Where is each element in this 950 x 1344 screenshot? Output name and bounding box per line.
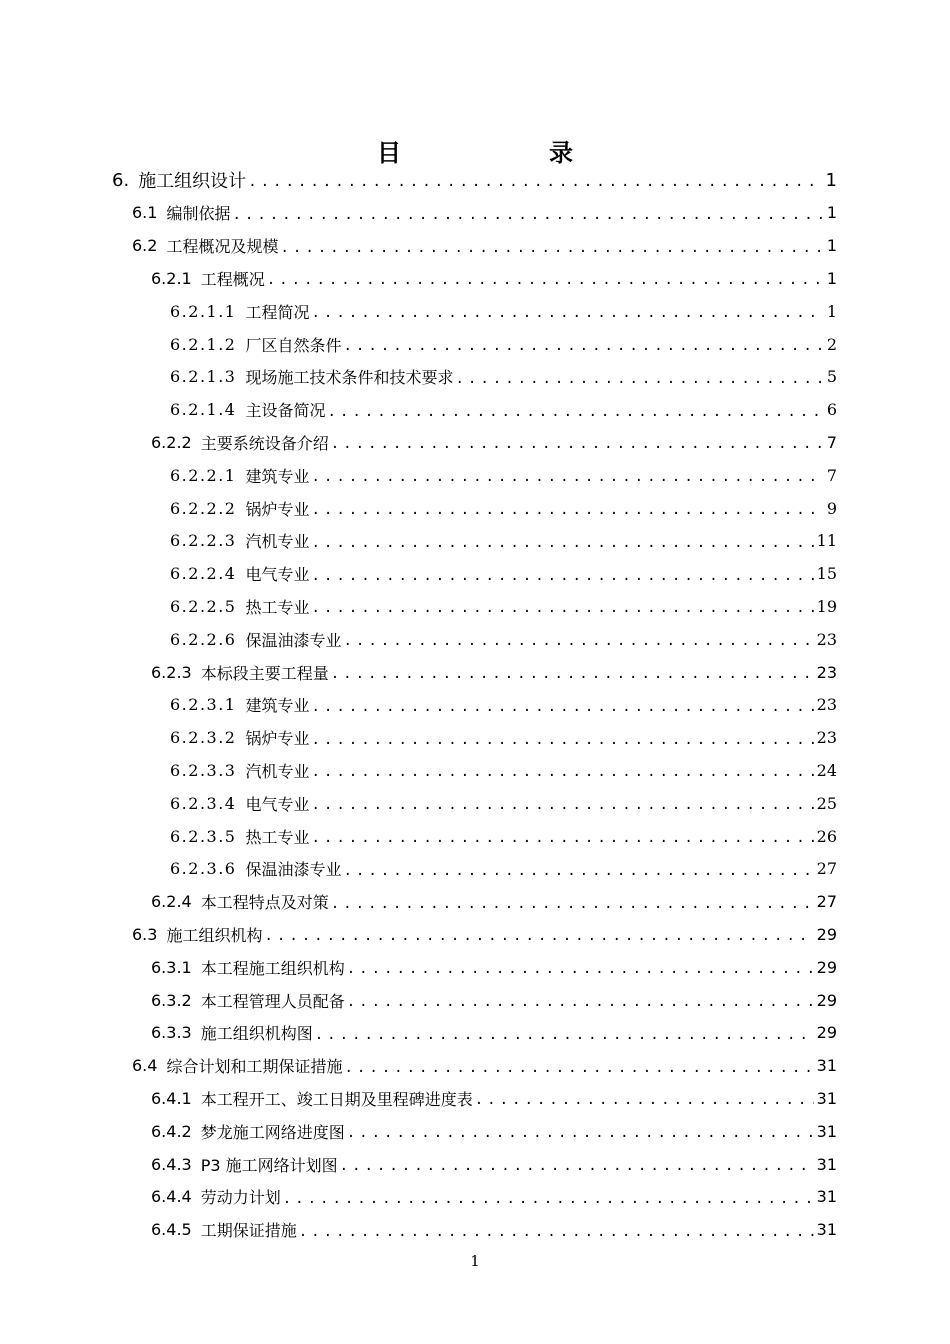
toc-entry-page: 31 [816, 1121, 837, 1141]
toc-entry-title: 建筑专业 [245, 466, 310, 486]
toc-entry-number: 6.2.1.4 [170, 400, 237, 420]
toc-entry-number: 6.2.2.1 [170, 465, 237, 485]
toc-entry-number: 6.4.1 [151, 1088, 192, 1108]
toc-entry-page: 1 [826, 203, 837, 223]
toc-entry-page: 1 [826, 301, 837, 321]
toc-entry-number: 6.2.3.2 [170, 728, 237, 748]
toc-dot-leader [248, 175, 822, 189]
toc-dot-leader [312, 503, 824, 517]
toc-dot-leader [312, 601, 814, 615]
toc-entry-number: 6.2.2.2 [170, 498, 237, 518]
toc-dot-leader [283, 1192, 814, 1206]
toc-entry-number: 6.2.1.2 [170, 334, 237, 354]
toc-entry-page: 5 [826, 367, 837, 387]
toc-entry-page: 19 [816, 596, 837, 616]
toc-entry-page: 11 [816, 531, 837, 551]
toc-entry-title: 本工程开工、竣工日期及里程碑进度表 [200, 1089, 473, 1109]
toc-entry-title: 锅炉专业 [245, 729, 310, 749]
page-number: 1 [470, 1252, 480, 1270]
toc-entry[interactable] [151, 1214, 837, 1246]
toc-entry-page: 9 [826, 498, 837, 518]
toc-entry[interactable] [151, 886, 837, 918]
toc-dot-leader [328, 405, 824, 419]
toc-dot-leader [312, 700, 814, 714]
toc-dot-leader [456, 372, 824, 386]
toc-dot-leader [347, 995, 814, 1009]
toc-entry[interactable] [170, 558, 837, 590]
toc-entry-title: 本标段主要工程量 [200, 663, 329, 683]
toc-entry-page: 31 [816, 1154, 837, 1174]
toc-entry[interactable] [132, 197, 837, 229]
toc-entry[interactable] [170, 525, 837, 557]
toc-dot-leader [331, 437, 824, 451]
toc-entry[interactable] [170, 492, 837, 524]
toc-entry-number: 6.4.3 [151, 1154, 192, 1174]
toc-entry-page: 29 [816, 924, 837, 944]
toc-entry-number: 6.2.1.3 [170, 367, 237, 387]
toc-entry[interactable] [112, 164, 837, 196]
toc-entry-title: 施工组织设计 [138, 171, 247, 192]
toc-entry[interactable] [151, 1148, 837, 1180]
toc-entry-page: 29 [816, 957, 837, 977]
toc-entry-number: 6.2.3.6 [170, 859, 237, 879]
toc-dot-leader [312, 765, 814, 779]
toc-entry-title: 电气专业 [245, 794, 310, 814]
toc-entry-number: 6.2.3.4 [170, 793, 237, 813]
toc-dot-leader [312, 831, 814, 845]
toc-entry-number: 6.2.4 [151, 892, 192, 912]
toc-dot-leader [331, 667, 814, 681]
toc-entry-page: 6 [826, 400, 837, 420]
toc-entry[interactable] [151, 1181, 837, 1213]
toc-dot-leader [312, 470, 824, 484]
toc-dot-leader [344, 634, 814, 648]
toc-dot-leader [347, 1126, 814, 1140]
toc-entry-title: 锅炉专业 [245, 499, 310, 519]
toc-entry[interactable] [151, 1017, 837, 1049]
toc-entry-number: 6.4 [132, 1056, 158, 1076]
toc-entry-page: 7 [826, 432, 837, 452]
toc-dot-leader [315, 1028, 814, 1042]
toc-entry-title: 建筑专业 [245, 696, 310, 716]
toc-entry-title: 综合计划和工期保证措施 [166, 1057, 343, 1077]
toc-entry[interactable] [151, 656, 837, 688]
toc-entry[interactable] [170, 361, 837, 393]
toc-entry[interactable] [170, 722, 837, 754]
toc-entry-title: 本工程管理人员配备 [200, 991, 345, 1011]
toc-entry-title: 工程简况 [245, 302, 310, 322]
toc-entry-page: 29 [816, 1023, 837, 1043]
toc-entry-number: 6.4.4 [151, 1187, 192, 1207]
toc-entry-number: 6.2.1.1 [170, 301, 237, 321]
toc-entry-title: 工程概况及规模 [166, 237, 279, 257]
toc-entry-title: 工期保证措施 [200, 1221, 297, 1241]
toc-entry[interactable] [170, 295, 837, 327]
toc-entry-title: 厂区自然条件 [245, 335, 342, 355]
toc-dot-leader [344, 339, 824, 353]
toc-entry-number: 6.4.2 [151, 1121, 192, 1141]
toc-entry[interactable] [170, 820, 837, 852]
toc-entry[interactable] [132, 230, 837, 262]
toc-entry[interactable] [170, 590, 837, 622]
toc-entry[interactable] [151, 1082, 837, 1114]
toc-entry-title: 劳动力计划 [200, 1188, 281, 1208]
toc-entry-title: 编制依据 [166, 204, 231, 224]
page-title: 目 录 [377, 139, 635, 167]
toc-entry-title: 主要系统设备介绍 [200, 433, 329, 453]
toc-entry-page: 1 [825, 169, 837, 191]
toc-dot-leader [312, 536, 814, 550]
toc-entry-title: 热工专业 [245, 597, 310, 617]
toc-entry-page: 31 [816, 1220, 837, 1240]
toc-entry-page: 25 [816, 793, 837, 813]
toc-entry-title: P3 施工网络计划图 [200, 1155, 338, 1175]
toc-entry-page: 23 [816, 662, 837, 682]
toc-entry[interactable] [170, 328, 837, 360]
toc-entry-title: 主设备简况 [245, 401, 326, 421]
toc-dot-leader [347, 962, 814, 976]
toc-entry-page: 2 [826, 334, 837, 354]
toc-entry-page: 1 [826, 268, 837, 288]
toc-entry[interactable] [151, 1115, 837, 1147]
toc-entry[interactable] [151, 984, 837, 1016]
toc-entry[interactable] [170, 853, 837, 885]
toc-entry[interactable] [170, 787, 837, 819]
toc-entry-title: 本工程特点及对策 [200, 893, 329, 913]
toc-entry-title: 汽机专业 [245, 532, 310, 552]
toc-dot-leader [344, 864, 814, 878]
toc-entry-number: 6.3.1 [151, 957, 192, 977]
toc-dot-leader [331, 897, 814, 911]
toc-entry-title: 电气专业 [245, 565, 310, 585]
toc-dot-leader [232, 208, 823, 222]
toc-entry-page: 27 [816, 859, 837, 879]
toc-entry-page: 1 [826, 236, 837, 256]
toc-entry-page: 31 [816, 1088, 837, 1108]
toc-entry-page: 31 [816, 1056, 837, 1076]
toc-entry-number: 6.2.2 [151, 432, 192, 452]
toc-entry-number: 6.2.2.5 [170, 596, 237, 616]
toc-entry-number: 6.1 [132, 203, 158, 223]
toc-entry-number: 6.2.3 [151, 662, 192, 682]
toc-entry-title: 梦龙施工网络进度图 [200, 1122, 345, 1142]
toc-entry-title: 汽机专业 [245, 761, 310, 781]
toc-entry-number: 6. [112, 169, 130, 191]
toc-entry-number: 6.2.2.3 [170, 531, 237, 551]
toc-entry[interactable] [151, 951, 837, 983]
toc-entry-page: 31 [816, 1187, 837, 1207]
toc-dot-leader [312, 733, 814, 747]
toc-dot-leader [312, 306, 824, 320]
toc-entry-page: 7 [826, 465, 837, 485]
toc-entry-number: 6.2.2.6 [170, 629, 237, 649]
toc-entry-page: 26 [816, 826, 837, 846]
toc-entry-page: 27 [816, 892, 837, 912]
toc-entry-title: 现场施工技术条件和技术要求 [245, 368, 454, 388]
toc-entry[interactable] [132, 918, 837, 950]
toc-dot-leader [299, 1225, 814, 1239]
toc-entry-title: 本工程施工组织机构 [200, 958, 345, 978]
toc-dot-leader [267, 273, 824, 287]
toc-entry[interactable] [170, 394, 837, 426]
toc-entry-page: 23 [816, 728, 837, 748]
toc-entry-page: 23 [816, 629, 837, 649]
toc-entry[interactable] [170, 459, 837, 491]
toc-entry-number: 6.3.2 [151, 990, 192, 1010]
toc-entry[interactable] [170, 689, 837, 721]
toc-entry-number: 6.2.1 [151, 268, 192, 288]
toc-entry[interactable] [151, 426, 837, 458]
toc-entry-number: 6.2.3.3 [170, 760, 237, 780]
toc-entry-page: 15 [816, 564, 837, 584]
toc-entry-title: 施工组织机构 [166, 925, 263, 945]
toc-entry-title: 保温油漆专业 [245, 860, 342, 880]
toc-entry[interactable] [170, 754, 837, 786]
toc-dot-leader [280, 241, 823, 255]
toc-entry-number: 6.3.3 [151, 1023, 192, 1043]
toc-entry[interactable] [151, 262, 837, 294]
toc-entry[interactable] [132, 1050, 837, 1082]
toc-entry-number: 6.4.5 [151, 1220, 192, 1240]
toc-entry-page: 23 [816, 695, 837, 715]
toc-entry-title: 工程概况 [200, 269, 265, 289]
toc-entry-page: 24 [816, 760, 837, 780]
toc-entry-number: 6.2.3.1 [170, 695, 237, 715]
toc-entry-number: 6.2.3.5 [170, 826, 237, 846]
toc-entry-number: 6.3 [132, 924, 158, 944]
toc-entry[interactable] [170, 623, 837, 655]
toc-entry-title: 热工专业 [245, 827, 310, 847]
toc-entry-page: 29 [816, 990, 837, 1010]
toc-dot-leader [475, 1093, 814, 1107]
toc-dot-leader [312, 569, 814, 583]
toc-dot-leader [264, 929, 813, 943]
toc-entry-title: 保温油漆专业 [245, 630, 342, 650]
toc-entry-number: 6.2 [132, 236, 158, 256]
toc-dot-leader [312, 798, 814, 812]
toc-dot-leader [344, 1061, 813, 1075]
toc-dot-leader [340, 1159, 814, 1173]
toc-entry-number: 6.2.2.4 [170, 564, 237, 584]
toc-entry-title: 施工组织机构图 [200, 1024, 313, 1044]
